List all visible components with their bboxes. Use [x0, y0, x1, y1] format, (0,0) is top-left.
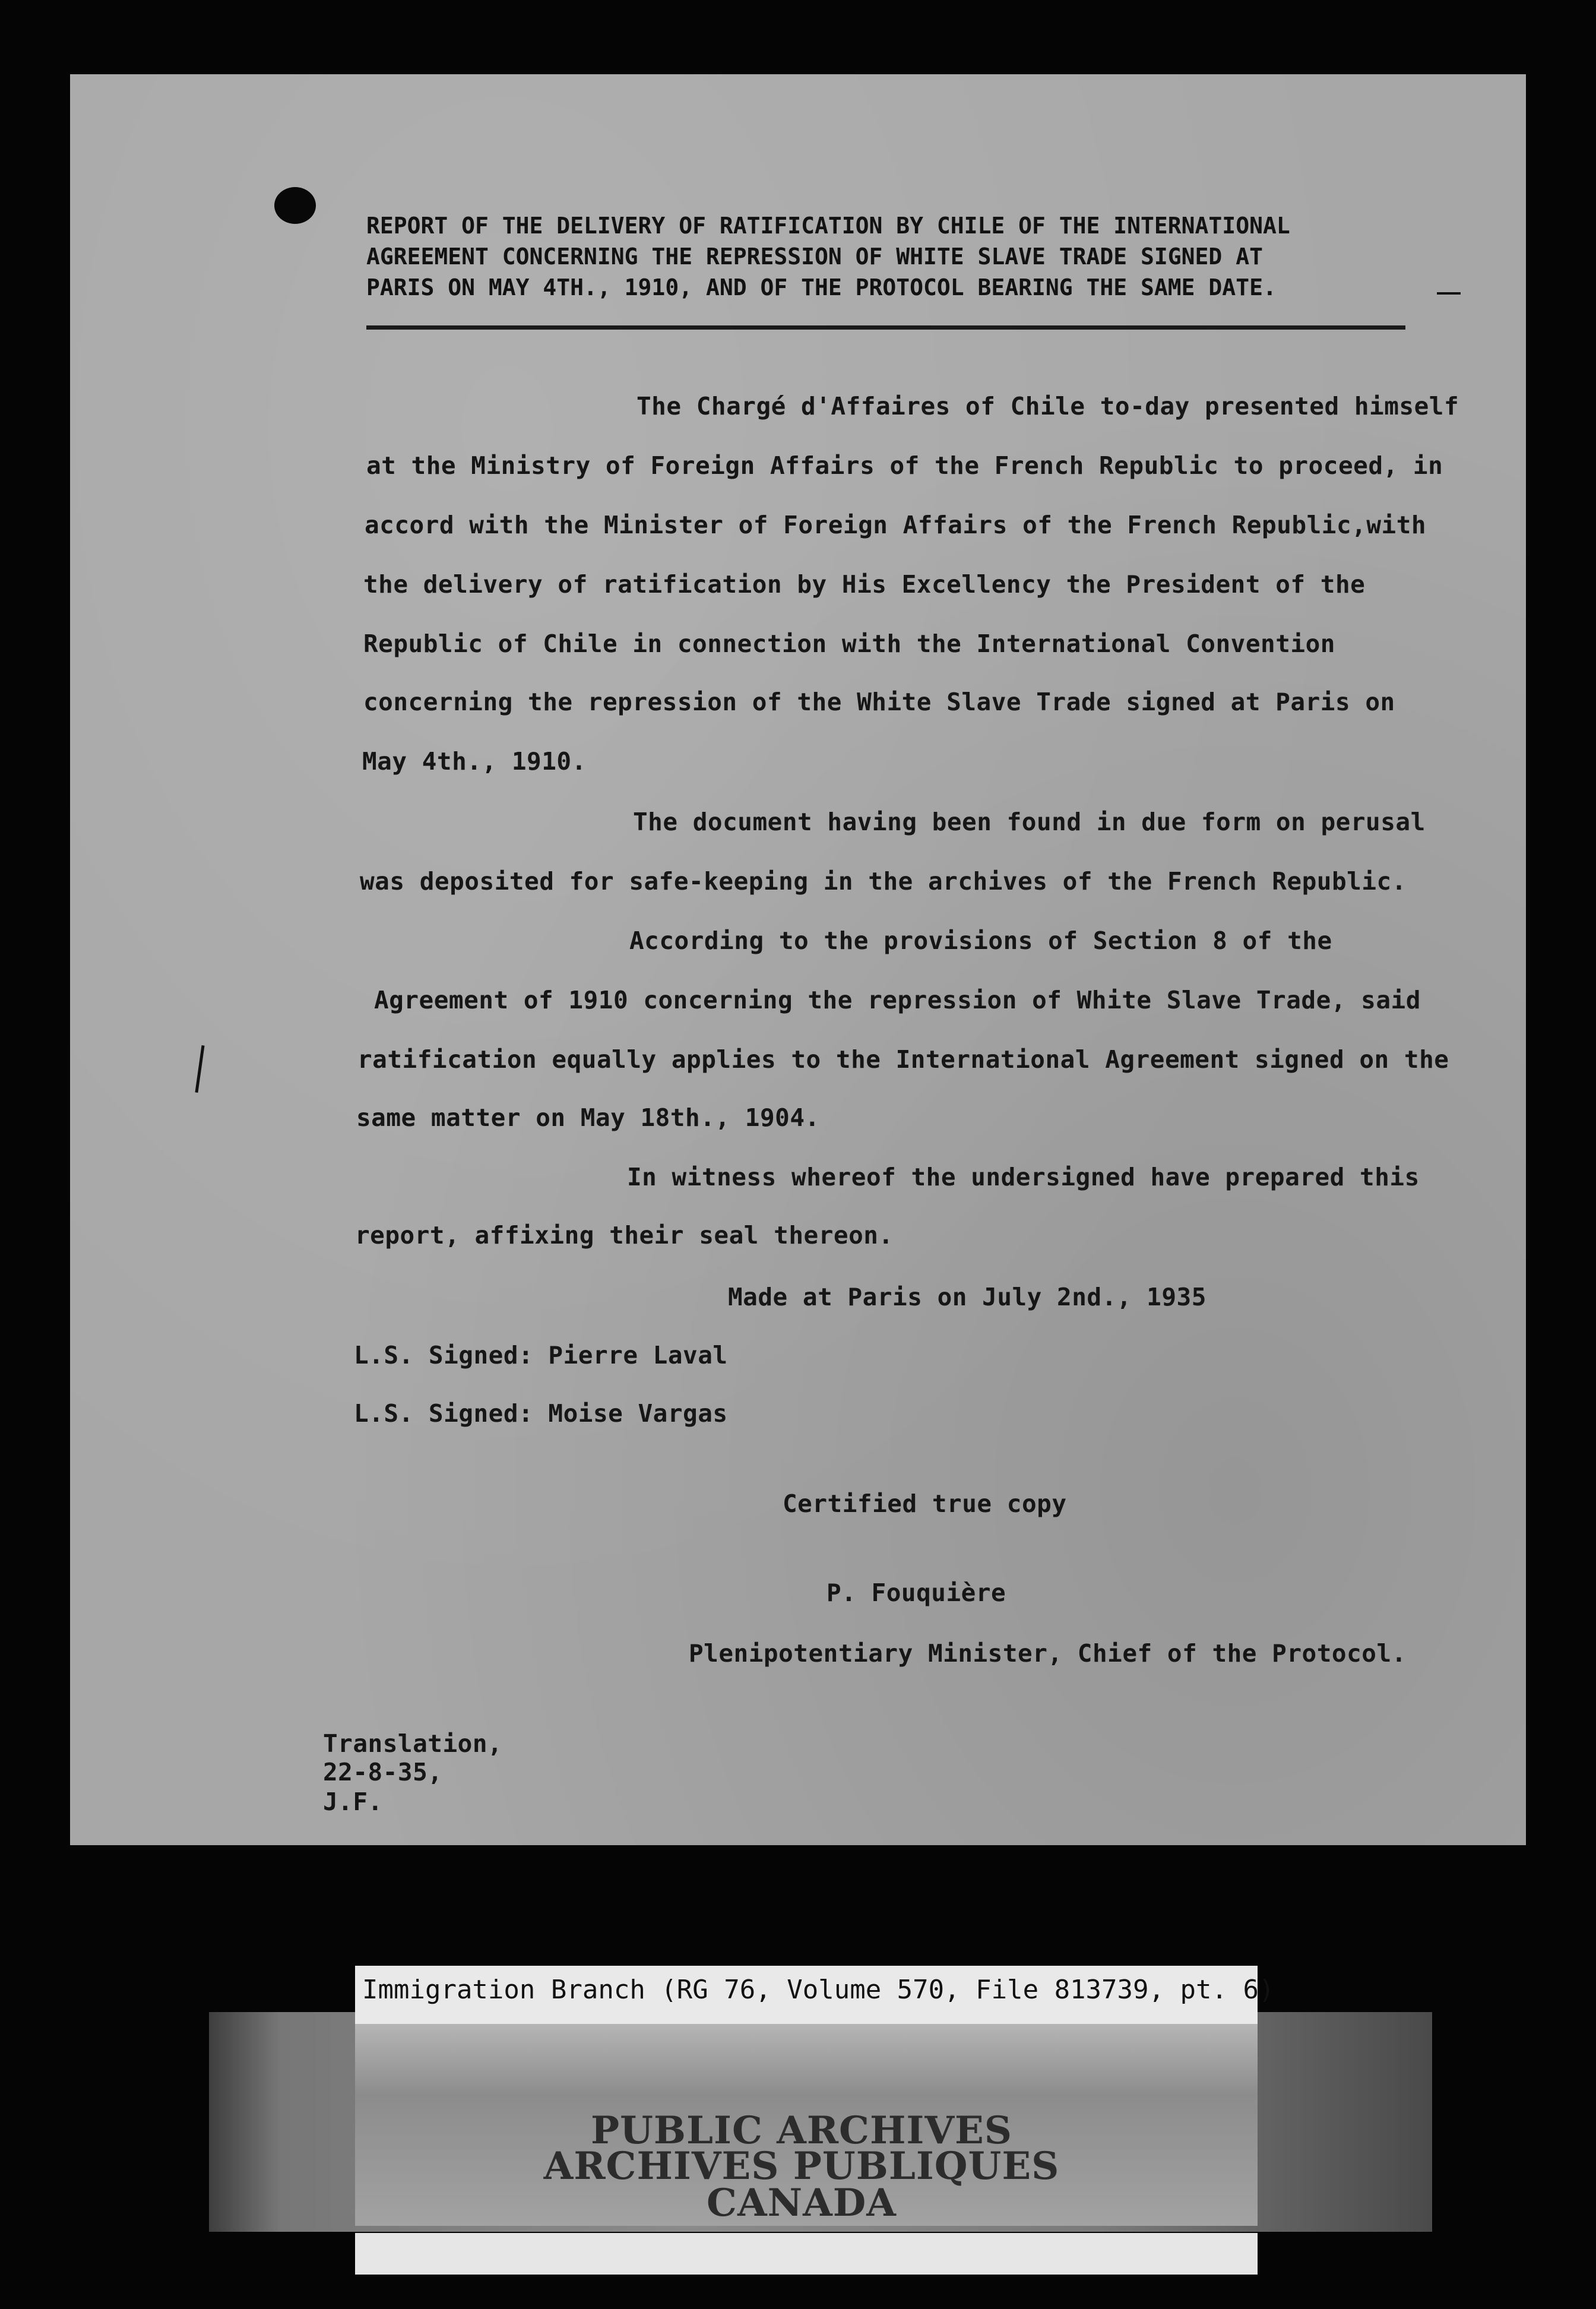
archive-stamp-line-3: CANADA [707, 2181, 897, 2225]
certifier-title: Plenipotentiary Minister, Chief of the Protocol. [689, 1639, 1407, 1668]
signature-vargas: L.S. Signed: Moise Vargas [354, 1399, 728, 1428]
body-line: Agreement of 1910 concerning the repression of White Slave Trade, said [374, 986, 1421, 1014]
body-line: The document having been found in due form on perusal [633, 808, 1426, 836]
archive-bottom-strip [355, 2233, 1258, 2275]
body-line: same matter on May 18th., 1904. [356, 1103, 820, 1132]
margin-mark [1437, 292, 1461, 295]
report-heading-line-1: REPORT OF THE DELIVERY OF RATIFICATION BY CHILE OF THE INTERNATIONAL [366, 213, 1290, 239]
report-heading-line-2: AGREEMENT CONCERNING THE REPRESSION OF WHITE SLAVE TRADE SIGNED AT [366, 243, 1263, 270]
signature-laval: L.S. Signed: Pierre Laval [354, 1341, 728, 1369]
archive-stamp-line-1: PUBLIC ARCHIVES [590, 2108, 1013, 2153]
heading-underline [366, 325, 1405, 330]
translation-note-line-1: Translation, [323, 1729, 503, 1758]
punch-hole [274, 187, 316, 224]
certifier-name: P. Fouquière [826, 1579, 1006, 1607]
body-line: the delivery of ratification by His Excellency the President of the [363, 570, 1366, 599]
body-line: report, affixing their seal thereon. [355, 1221, 894, 1250]
body-line: The Chargé d'Affaires of Chile to-day presented himself [636, 392, 1459, 420]
body-line: ratification equally applies to the International Agreement signed on the [357, 1045, 1449, 1074]
certified-copy: Certified true copy [783, 1489, 1067, 1518]
body-line: concerning the repression of the White Slave Trade signed at Paris on [363, 688, 1395, 716]
body-line: at the Ministry of Foreign Affairs of the French Republic to proceed, in [366, 451, 1443, 480]
translation-note-line-3: J.F. [323, 1788, 383, 1816]
body-line: May 4th., 1910. [362, 747, 587, 776]
body-line: accord with the Minister of Foreign Affairs of the French Republic,with [365, 511, 1427, 539]
body-line: According to the provisions of Section 8 of the [629, 926, 1332, 955]
report-heading-line-3: PARIS ON MAY 4TH., 1910, AND OF THE PROTOCOL BEARING THE SAME DATE. [366, 274, 1277, 301]
archive-reference: Immigration Branch (RG 76, Volume 570, File 813739, pt. 6) [362, 1975, 1275, 2005]
body-line: was deposited for safe-keeping in the archives of the French Republic. [360, 867, 1407, 896]
place-and-date: Made at Paris on July 2nd., 1935 [728, 1283, 1206, 1311]
translation-note-line-2: 22-8-35, [323, 1758, 443, 1786]
body-line: In witness whereof the undersigned have prepared this [627, 1163, 1420, 1191]
document-page [70, 74, 1526, 1845]
body-line: Republic of Chile in connection with the International Convention [363, 630, 1335, 658]
archive-stamp-line-2: ARCHIVES PUBLIQUES [543, 2144, 1060, 2188]
